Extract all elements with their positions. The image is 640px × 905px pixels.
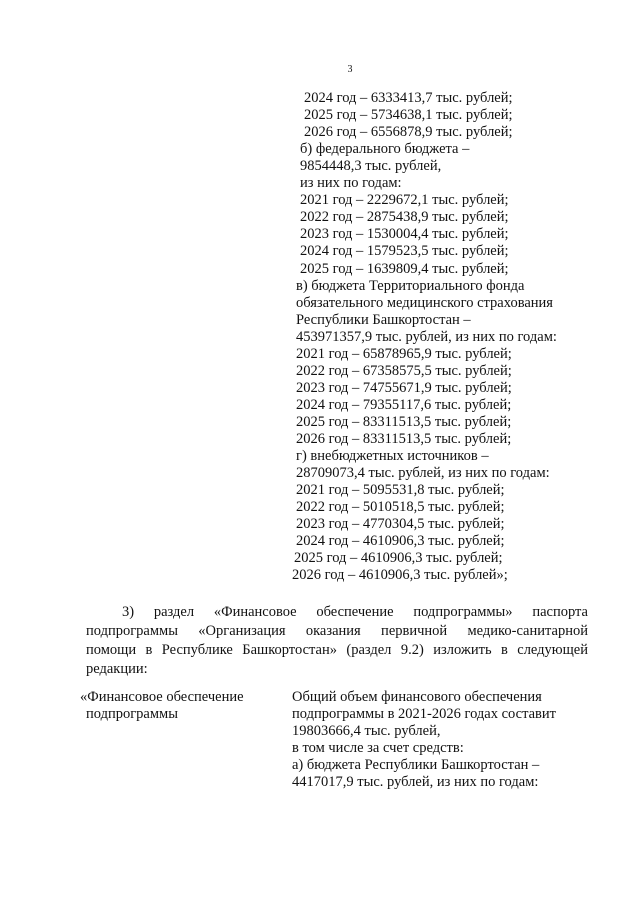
funding-line (0, 550, 640, 567)
funding-line-text: 2025 год – 4610906,3 тыс. рублей; (294, 550, 503, 567)
funding-line (0, 380, 640, 397)
funding-line (0, 124, 640, 141)
funding-line-text: 2023 год – 1530004,4 тыс. рублей; (300, 226, 509, 243)
funding-line-text: 2023 год – 74755671,9 тыс. рублей; (296, 379, 512, 396)
funding-line (0, 499, 640, 516)
funding-line (0, 192, 640, 209)
funding-line-text: 2026 год – 6556878,9 тыс. рублей; (304, 124, 513, 141)
funding-line (0, 448, 640, 465)
funding-line (0, 90, 640, 107)
funding-line (0, 158, 640, 175)
funding-line (0, 243, 640, 260)
item3-line-1: 3) раздел «Финансовое обеспечение подпрограммы» паспорта (122, 604, 588, 620)
section-content-line-3: 19803666,4 тыс. рублей, (292, 723, 441, 739)
section-label-line-2: подпрограммы (86, 706, 178, 722)
funding-line (0, 567, 640, 584)
item3-line-4: редакции: (86, 661, 148, 677)
funding-line (0, 261, 640, 278)
funding-line (0, 209, 640, 226)
funding-line-text: 2022 год – 5010518,5 тыс. рублей; (296, 499, 505, 516)
item3-line-2: подпрограммы «Организация оказания первичной медико-санитарной (86, 623, 588, 639)
section-content-line-4: в том числе за счет средств: (292, 740, 464, 756)
section-content-line-2: подпрограммы в 2021-2026 годах составит (292, 706, 556, 722)
funding-line-text: 2025 год – 5734638,1 тыс. рублей; (304, 107, 513, 124)
funding-line-text: б) федерального бюджета – (300, 141, 470, 158)
funding-line (0, 312, 640, 329)
funding-line (0, 482, 640, 499)
section-content-line-6: 4417017,9 тыс. рублей, из них по годам: (292, 774, 539, 790)
funding-line-text: 28709073,4 тыс. рублей, из них по годам: (296, 465, 550, 482)
funding-line (0, 363, 640, 380)
section-label-line-1: «Финансовое обеспечение (80, 689, 244, 705)
funding-line-text: 2024 год – 79355117,6 тыс. рублей; (296, 396, 512, 413)
funding-line-text: 9854448,3 тыс. рублей, (300, 158, 442, 175)
funding-line (0, 226, 640, 243)
funding-line-text: Республики Башкортостан – (296, 311, 471, 328)
funding-line-text: 2022 год – 2875438,9 тыс. рублей; (300, 209, 509, 226)
funding-line-text: из них по годам: (300, 175, 402, 192)
funding-line (0, 141, 640, 158)
funding-line (0, 397, 640, 414)
funding-line-text: 2022 год – 67358575,5 тыс. рублей; (296, 362, 512, 379)
item3-line-3: помощи в Республике Башкортостан» (раздел 9.2) изложить в следующей (86, 642, 588, 658)
funding-line-text: 2021 год – 2229672,1 тыс. рублей; (300, 192, 509, 209)
funding-line (0, 278, 640, 295)
funding-line (0, 346, 640, 363)
funding-line-text: в) бюджета Территориального фонда (296, 277, 525, 294)
funding-line-text: 2021 год – 5095531,8 тыс. рублей; (296, 482, 505, 499)
funding-line-text: обязательного медицинского страхования (296, 294, 553, 311)
funding-line-text: 2024 год – 4610906,3 тыс. рублей; (296, 533, 505, 550)
funding-line (0, 431, 640, 448)
funding-line (0, 533, 640, 550)
page-number: 3 (347, 64, 353, 75)
funding-line-text: 2025 год – 1639809,4 тыс. рублей; (300, 260, 509, 277)
funding-line (0, 107, 640, 124)
funding-line (0, 516, 640, 533)
section-content-line-5: а) бюджета Республики Башкортостан – (292, 757, 540, 773)
funding-line-text: г) внебюджетных источников – (296, 448, 489, 465)
funding-line-text: 2024 год – 6333413,7 тыс. рублей; (304, 90, 513, 106)
funding-line (0, 175, 640, 192)
funding-line (0, 414, 640, 431)
funding-line (0, 295, 640, 312)
funding-line (0, 329, 640, 346)
funding-line-text: 2026 год – 4610906,3 тыс. рублей»; (292, 567, 508, 584)
funding-line (0, 465, 640, 482)
funding-line-text: 2025 год – 83311513,5 тыс. рублей; (296, 413, 512, 430)
funding-line-text: 2026 год – 83311513,5 тыс. рублей; (296, 431, 512, 447)
funding-line-text: 2021 год – 65878965,9 тыс. рублей; (296, 345, 512, 362)
funding-line-text: 2023 год – 4770304,5 тыс. рублей; (296, 516, 505, 533)
section-content-line-1: Общий объем финансового обеспечения (292, 689, 542, 705)
funding-line-text: 453971357,9 тыс. рублей, из них по годам: (296, 328, 557, 345)
funding-line-text: 2024 год – 1579523,5 тыс. рублей; (300, 243, 509, 260)
